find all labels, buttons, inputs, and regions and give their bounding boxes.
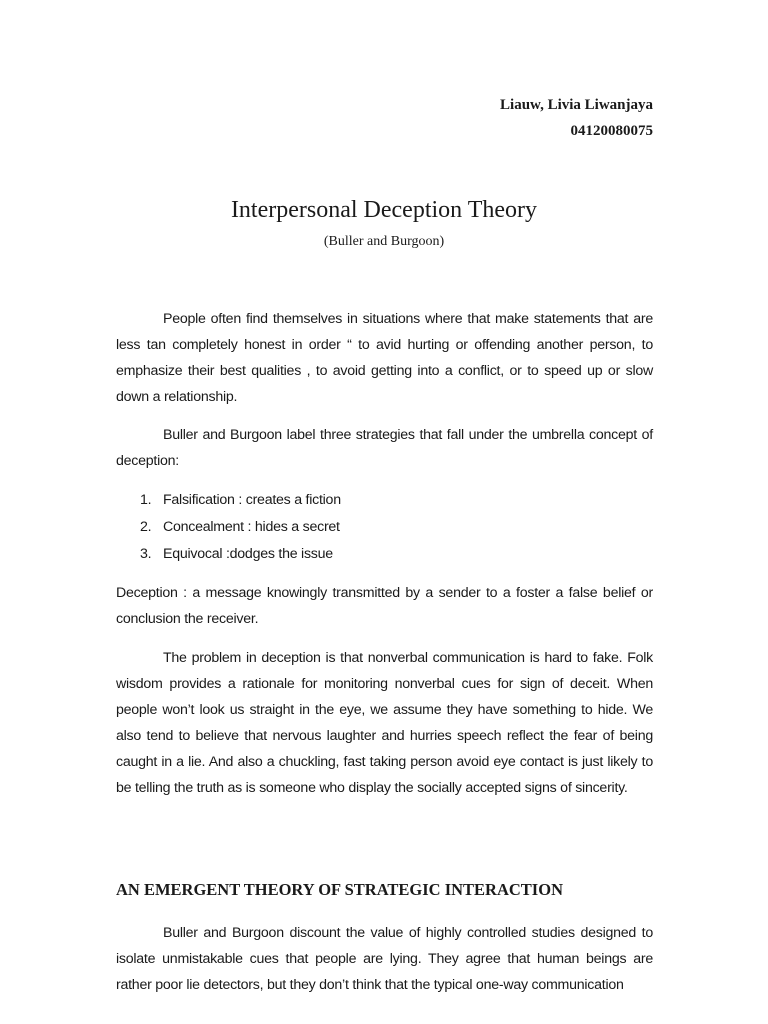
student-id: 04120080075 <box>570 123 653 139</box>
list-text: Concealment : hides a secret <box>163 519 340 535</box>
list-number: 1. <box>140 492 152 508</box>
strategies-list <box>116 487 341 568</box>
document-subtitle: (Buller and Burgoon) <box>323 234 445 249</box>
list-item <box>116 541 341 568</box>
problem-paragraph: The problem in deception is that nonverbal communication is hard to fake. Folk wisdom provides a rationale for monitoring nonverbal cues for sign of deceit. When people won’t look us straight in the eye, we assume they have something to hide. We also tend to believe that nervous laughter and hurries speech reflect the fear of being caught in a lie. And also a chuckling, fast taking person avoid eye contact is just likely to be telling the truth as is someone who display the socially accepted signs of sincerity. <box>116 650 653 796</box>
list-item <box>116 514 341 541</box>
intro-paragraph: People often find themselves in situations where that make statements that are less tan completely honest in order “ to avid hurting or offending another person, to emphasize their best qualities , to avoid getting into a conflict, or to speed up or slow down a relationship. <box>116 311 653 405</box>
list-text: Falsification : creates a fiction <box>163 492 341 508</box>
author-name: Liauw, Livia Liwanjaya <box>500 97 653 113</box>
list-number: 3. <box>140 546 152 562</box>
section-paragraph: Buller and Burgoon discount the value of highly controlled studies designed to isolate unmistakable cues that people are lying. They agree that human beings are rather poor lie detectors, but they don’t think that the typical one-way communication <box>116 925 653 993</box>
author-block <box>500 92 653 144</box>
section-heading: AN EMERGENT THEORY OF STRATEGIC INTERACTION <box>116 880 563 899</box>
list-item <box>116 487 341 514</box>
list-number: 2. <box>140 519 152 535</box>
deception-definition: Deception : a message knowingly transmitted by a sender to a foster a false belief or conclusion the receiver. <box>116 585 653 627</box>
strategies-paragraph: Buller and Burgoon label three strategies that fall under the umbrella concept of deception: <box>116 427 653 469</box>
document-title: Interpersonal Deception Theory <box>230 197 538 223</box>
list-text: Equivocal :dodges the issue <box>163 546 333 562</box>
